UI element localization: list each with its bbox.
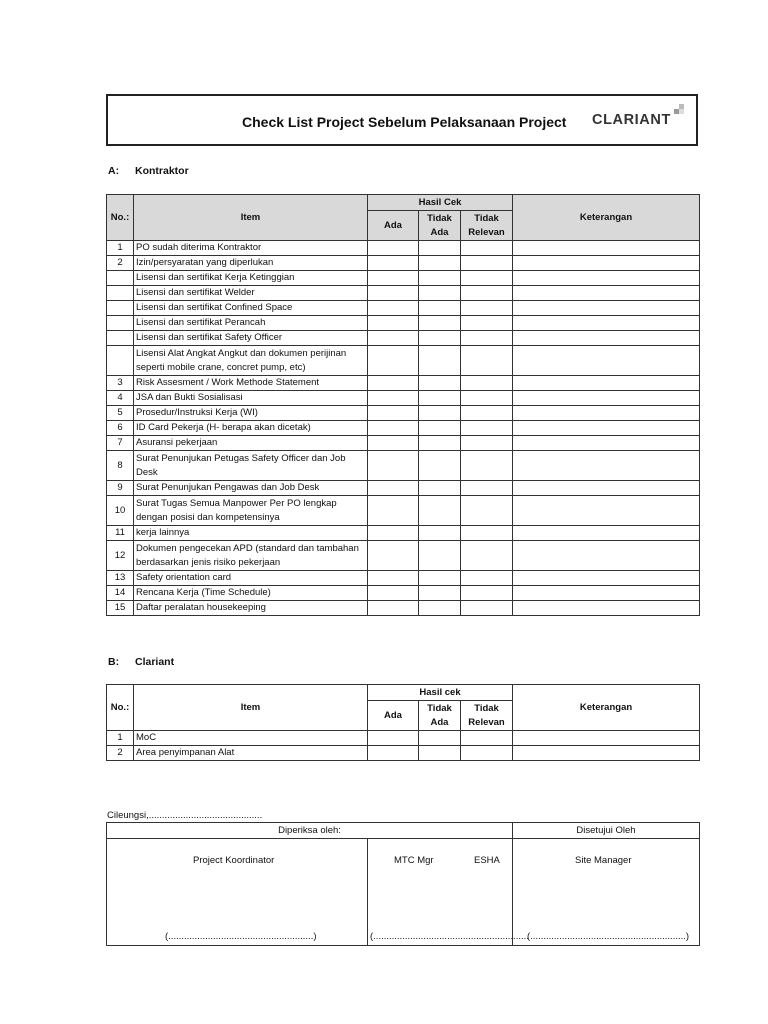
row-tidak-relevan-cell [461,271,513,286]
row-ada-cell [368,746,419,761]
row-keterangan-cell [513,376,700,391]
row-tidak-relevan-cell [461,586,513,601]
table-row [107,451,700,481]
table-row [107,406,700,421]
row-ada-cell [368,316,419,331]
esha-label: ESHA [474,855,500,866]
table-row [107,271,700,286]
project-koordinator-label: Project Koordinator [193,855,275,866]
signature-line-2: (........................................................... [370,931,529,942]
row-number: 13 [107,571,134,586]
row-number: 10 [107,496,134,526]
col-item-header: Item [134,195,368,241]
col-tidak-ada-header: Tidak Ada [419,701,461,731]
table-row [107,346,700,376]
row-ada-cell [368,346,419,376]
site-manager-cell [513,839,700,946]
row-keterangan-cell [513,571,700,586]
row-item: Surat Tugas Semua Manpower Per PO lengkap dengan posisi dan kompetensinya [134,496,368,526]
row-number [107,346,134,376]
row-number: 1 [107,731,134,746]
table-row [107,541,700,571]
row-number: 6 [107,421,134,436]
row-tidak-relevan-cell [461,731,513,746]
col-hasil-cek-header: Hasil Cek [368,195,513,211]
clariant-logo-mark-icon [674,104,684,114]
row-tidak-relevan-cell [461,391,513,406]
document-title: Check List Project Sebelum Pelaksanaan Project [242,114,567,130]
row-tidak-relevan-cell [461,301,513,316]
section-b-label: B: [108,656,120,668]
row-ada-cell [368,331,419,346]
row-tidak-ada-cell [419,316,461,331]
site-manager-label: Site Manager [575,855,632,866]
row-ada-cell [368,406,419,421]
row-keterangan-cell [513,316,700,331]
row-item: ID Card Pekerja (H- berapa akan dicetak) [134,421,368,436]
section-b-heading [108,656,174,668]
row-ada-cell [368,601,419,616]
col-tidak-ada-header: Tidak Ada [419,211,461,241]
row-tidak-ada-cell [419,526,461,541]
clariant-rows [107,731,700,761]
row-item: PO sudah diterima Kontraktor [134,241,368,256]
row-tidak-ada-cell [419,406,461,421]
mtc-mgr-label: MTC Mgr [394,855,434,866]
row-tidak-ada-cell [419,601,461,616]
col-keterangan-header: Keterangan [513,685,700,731]
row-number: 14 [107,586,134,601]
row-tidak-ada-cell [419,421,461,436]
contractor-checklist-table [106,194,700,616]
row-number: 2 [107,746,134,761]
place-date-line: Cileungsi,........................................... [107,810,263,821]
row-item: Area penyimpanan Alat [134,746,368,761]
row-number [107,331,134,346]
contractor-rows [107,241,700,616]
row-tidak-relevan-cell [461,746,513,761]
row-keterangan-cell [513,346,700,376]
row-tidak-relevan-cell [461,331,513,346]
signature-table [106,822,700,946]
row-ada-cell [368,421,419,436]
row-tidak-relevan-cell [461,346,513,376]
row-tidak-ada-cell [419,241,461,256]
row-item: Risk Assesment / Work Methode Statement [134,376,368,391]
table-row [107,746,700,761]
row-item: Lisensi dan sertifikat Welder [134,286,368,301]
row-item: Lisensi Alat Angkat Angkut dan dokumen perijinan seperti mobile crane, concret pump, etc) [134,346,368,376]
row-keterangan-cell [513,241,700,256]
row-item: Lisensi dan sertifikat Safety Officer [134,331,368,346]
table-row [107,421,700,436]
row-tidak-ada-cell [419,346,461,376]
row-keterangan-cell [513,286,700,301]
row-tidak-relevan-cell [461,481,513,496]
row-tidak-relevan-cell [461,496,513,526]
row-keterangan-cell [513,451,700,481]
table-row [107,376,700,391]
row-keterangan-cell [513,496,700,526]
row-tidak-ada-cell [419,451,461,481]
row-tidak-ada-cell [419,286,461,301]
approved-by-header: Disetujui Oleh [513,823,700,839]
row-item: Prosedur/Instruksi Kerja (WI) [134,406,368,421]
row-tidak-ada-cell [419,391,461,406]
row-item: Safety orientation card [134,571,368,586]
row-number: 2 [107,256,134,271]
col-tidak-relevan-header: Tidak Relevan [461,701,513,731]
row-number: 8 [107,451,134,481]
row-ada-cell [368,481,419,496]
row-ada-cell [368,586,419,601]
row-item: Daftar peralatan housekeeping [134,601,368,616]
row-keterangan-cell [513,331,700,346]
row-number: 1 [107,241,134,256]
row-keterangan-cell [513,406,700,421]
row-number [107,316,134,331]
row-tidak-relevan-cell [461,541,513,571]
title-box [106,94,698,146]
row-tidak-relevan-cell [461,436,513,451]
section-a-heading [108,165,189,177]
row-tidak-relevan-cell [461,406,513,421]
clariant-checklist-table [106,684,700,761]
col-keterangan-header: Keterangan [513,195,700,241]
table-row [107,526,700,541]
row-tidak-relevan-cell [461,526,513,541]
row-item: Lisensi dan sertifikat Kerja Ketinggian [134,271,368,286]
row-number [107,286,134,301]
signature-line-1: (.......................................................) [165,931,317,942]
row-tidak-relevan-cell [461,376,513,391]
row-keterangan-cell [513,731,700,746]
row-tidak-relevan-cell [461,286,513,301]
row-keterangan-cell [513,541,700,571]
table-row [107,436,700,451]
row-keterangan-cell [513,481,700,496]
row-keterangan-cell [513,256,700,271]
row-tidak-relevan-cell [461,451,513,481]
row-item: Dokumen pengecekan APD (standard dan tambahan berdasarkan jenis risiko pekerjaan [134,541,368,571]
row-tidak-ada-cell [419,256,461,271]
col-tidak-relevan-header: Tidak Relevan [461,211,513,241]
row-ada-cell [368,286,419,301]
row-item: Lisensi dan sertifikat Perancah [134,316,368,331]
row-number: 5 [107,406,134,421]
col-hasil-cek-header: Hasil cek [368,685,513,701]
row-ada-cell [368,541,419,571]
table-row [107,496,700,526]
clariant-logo: CLARIANT [592,112,671,128]
signature-line-3: (...........................................................) [527,931,690,942]
row-tidak-ada-cell [419,746,461,761]
row-tidak-ada-cell [419,376,461,391]
row-item: Rencana Kerja (Time Schedule) [134,586,368,601]
section-a-label: A: [108,165,120,177]
table-row [107,586,700,601]
row-ada-cell [368,256,419,271]
row-tidak-relevan-cell [461,571,513,586]
row-number: 11 [107,526,134,541]
row-ada-cell [368,241,419,256]
row-ada-cell [368,571,419,586]
row-keterangan-cell [513,421,700,436]
row-keterangan-cell [513,436,700,451]
table-row [107,391,700,406]
table-row [107,286,700,301]
row-number: 3 [107,376,134,391]
table-row [107,731,700,746]
row-number: 15 [107,601,134,616]
row-ada-cell [368,376,419,391]
col-item-header: Item [134,685,368,731]
row-number [107,301,134,316]
row-tidak-relevan-cell [461,241,513,256]
row-keterangan-cell [513,586,700,601]
checked-by-header: Diperiksa oleh: [107,823,513,839]
col-ada-header: Ada [368,211,419,241]
table-row [107,316,700,331]
row-tidak-ada-cell [419,481,461,496]
row-ada-cell [368,436,419,451]
section-a-name: Kontraktor [135,165,189,177]
row-tidak-relevan-cell [461,421,513,436]
row-item: Lisensi dan sertifikat Confined Space [134,301,368,316]
col-ada-header: Ada [368,701,419,731]
row-item: Asuransi pekerjaan [134,436,368,451]
row-tidak-ada-cell [419,301,461,316]
row-keterangan-cell [513,601,700,616]
table-row [107,481,700,496]
project-koordinator-cell [107,839,368,946]
row-item: MoC [134,731,368,746]
row-ada-cell [368,526,419,541]
row-tidak-ada-cell [419,541,461,571]
row-number: 4 [107,391,134,406]
row-item: Surat Penunjukan Pengawas dan Job Desk [134,481,368,496]
row-number: 12 [107,541,134,571]
row-number: 7 [107,436,134,451]
row-keterangan-cell [513,301,700,316]
row-item: Surat Penunjukan Petugas Safety Officer dan Job Desk [134,451,368,481]
row-item: Izin/persyaratan yang diperlukan [134,256,368,271]
row-ada-cell [368,496,419,526]
table-row [107,256,700,271]
table-row [107,601,700,616]
row-tidak-relevan-cell [461,256,513,271]
table-row [107,571,700,586]
col-no-header: No.: [107,685,134,731]
row-keterangan-cell [513,746,700,761]
row-ada-cell [368,731,419,746]
row-keterangan-cell [513,271,700,286]
row-ada-cell [368,271,419,286]
mtc-esha-cell [368,839,529,946]
row-tidak-ada-cell [419,496,461,526]
row-tidak-relevan-cell [461,316,513,331]
row-tidak-ada-cell [419,731,461,746]
row-tidak-relevan-cell [461,601,513,616]
row-tidak-ada-cell [419,586,461,601]
section-b-name: Clariant [135,656,175,668]
row-ada-cell [368,391,419,406]
table-row [107,241,700,256]
row-keterangan-cell [513,391,700,406]
table-row [107,301,700,316]
col-no-header: No.: [107,195,134,241]
row-tidak-ada-cell [419,436,461,451]
row-number: 9 [107,481,134,496]
row-tidak-ada-cell [419,571,461,586]
row-ada-cell [368,451,419,481]
table-row [107,331,700,346]
row-number [107,271,134,286]
row-tidak-ada-cell [419,271,461,286]
row-tidak-ada-cell [419,331,461,346]
row-item: JSA dan Bukti Sosialisasi [134,391,368,406]
row-ada-cell [368,301,419,316]
row-keterangan-cell [513,526,700,541]
row-item: kerja lainnya [134,526,368,541]
